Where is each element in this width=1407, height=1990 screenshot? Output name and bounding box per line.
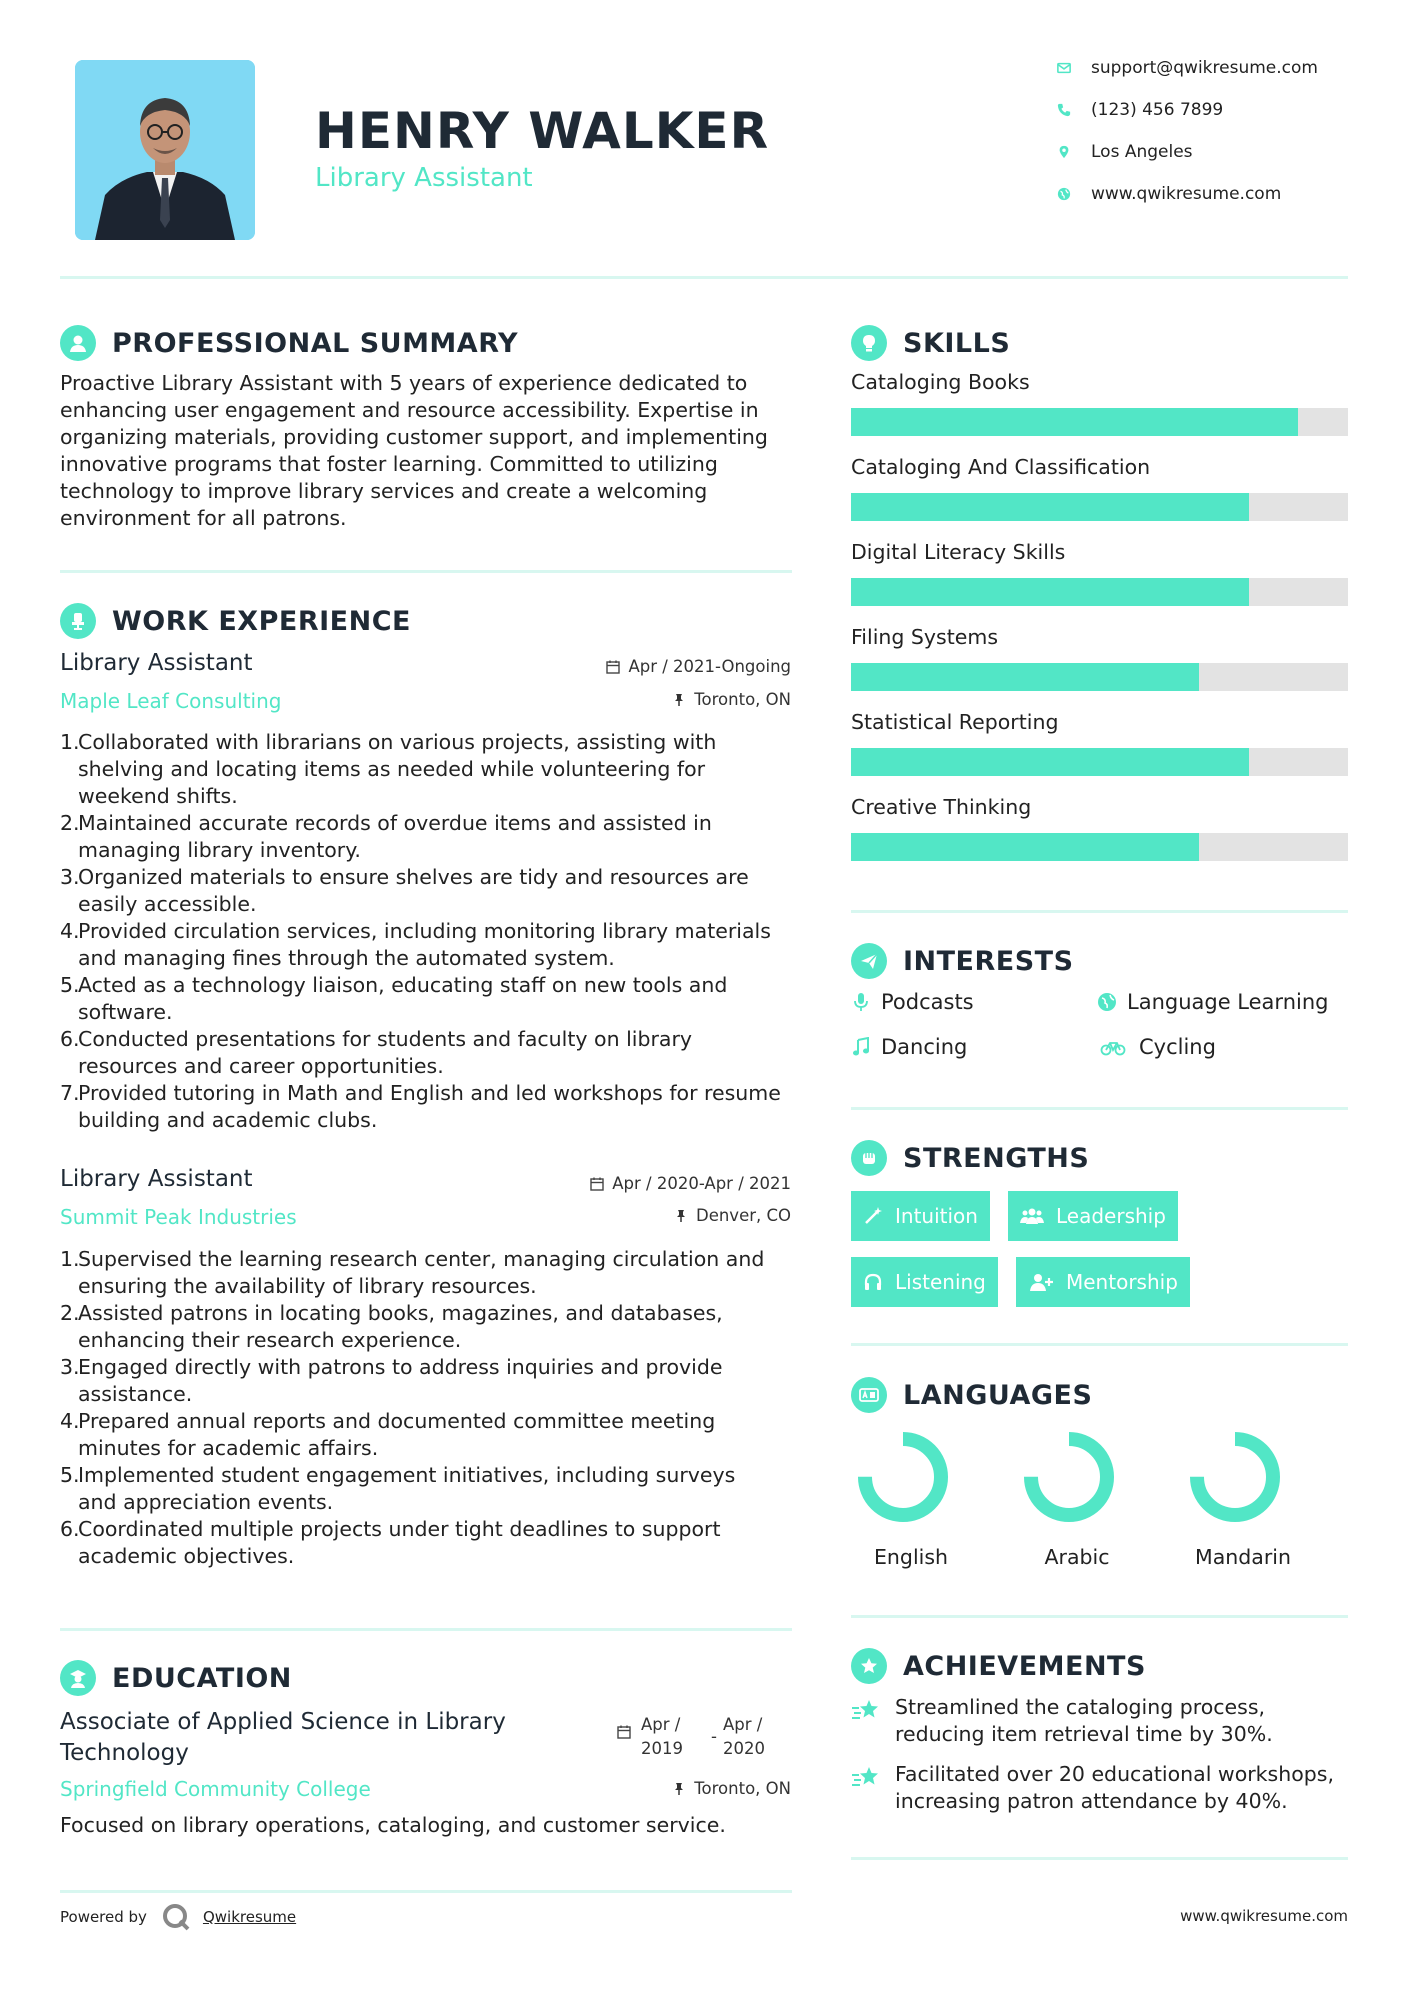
job-1-location-text: Toronto, ON [694, 690, 791, 709]
paper-plane-icon [851, 943, 887, 979]
bullet-line: Prepared annual reports and documented committee meeting [78, 1409, 716, 1433]
job-2-location [674, 1206, 791, 1225]
bullet-line: ensuring the availability of library resources. [78, 1274, 537, 1298]
skill-item [851, 455, 1348, 540]
language-card-icon [851, 1377, 887, 1413]
skill-label: Filing Systems [851, 625, 999, 649]
degree-line: Technology [60, 1740, 189, 1766]
bullet-line: Provided tutoring in Math and English and led workshops for resume [78, 1081, 781, 1105]
bullet-line: Provided circulation services, including monitoring library materials [78, 919, 771, 943]
achievement-line: Streamlined the cataloging process, [895, 1695, 1266, 1719]
interest-label: Language Learning [1127, 990, 1329, 1014]
bullet-number: 2. [60, 1301, 80, 1325]
calendar-icon [590, 1177, 604, 1191]
skills-heading-text: SKILLS [903, 327, 1011, 359]
education-start-year: 2019 [641, 1739, 683, 1758]
summary-line: Proactive Library Assistant with 5 years of experience dedicated to [60, 371, 748, 395]
chair-icon [60, 603, 96, 639]
strengths-divider [851, 1343, 1348, 1346]
bullet-number: 4. [60, 919, 80, 943]
summary-line: enhancing user engagement and resource accessibility. Expertise in [60, 398, 759, 422]
job-1-bullets [60, 729, 800, 1134]
bullet-number: 1. [60, 1247, 80, 1271]
achievement-line: reducing item retrieval time by 30%. [895, 1722, 1273, 1746]
languages-heading-text: LANGUAGES [903, 1379, 1093, 1411]
globe-icon [1097, 992, 1117, 1012]
interests-heading [851, 943, 1074, 979]
experience-bullet [60, 1300, 800, 1354]
education-end-month: Apr / [722, 1715, 763, 1734]
skill-bar [851, 833, 1348, 861]
header-divider [60, 276, 1348, 279]
envelope-icon [1057, 61, 1091, 75]
bullet-line: assistance. [78, 1382, 193, 1406]
education-heading-text: EDUCATION [112, 1662, 292, 1694]
skills-heading [851, 325, 1010, 361]
skill-bar-fill [851, 663, 1199, 691]
bullet-line: Implemented student engagement initiatives, including surveys [78, 1463, 736, 1487]
strength-mentorship [1016, 1257, 1190, 1307]
bullet-number: 5. [60, 1463, 80, 1487]
school-name: Springfield Community College [60, 1777, 371, 1801]
skill-bar [851, 408, 1348, 436]
language-label: Mandarin [1195, 1545, 1291, 1569]
skills-divider [851, 910, 1348, 913]
pushpin-icon [672, 1782, 686, 1796]
summary-line: environment for all patrons. [60, 506, 347, 530]
bullet-line: and managing fines through the automated system. [78, 946, 615, 970]
education-divider [60, 1890, 792, 1893]
skill-bar [851, 663, 1348, 691]
achievements-heading [851, 1648, 1146, 1684]
users-icon [1020, 1206, 1044, 1226]
phone-icon [1057, 103, 1091, 117]
bullet-number: 6. [60, 1027, 80, 1051]
language-label: English [873, 1545, 949, 1569]
achievements-divider [851, 1857, 1348, 1860]
education-start-month: Apr / [641, 1715, 681, 1734]
interest-dancing [851, 1035, 967, 1059]
skill-bar-fill [851, 578, 1249, 606]
achievement-line: increasing patron attendance by 40%. [895, 1789, 1288, 1813]
skill-item [851, 710, 1348, 795]
experience-bullet [60, 1026, 800, 1080]
qwikresume-link[interactable]: Qwikresume [202, 1908, 297, 1926]
education-dates [617, 1713, 765, 1761]
globe-icon [1057, 187, 1091, 201]
bullet-line: managing library inventory. [78, 838, 361, 862]
bullet-number: 4. [60, 1409, 80, 1433]
job-2-bullets [60, 1246, 800, 1570]
powered-by-text: Powered by [60, 1908, 147, 1926]
interest-label: Podcasts [881, 990, 974, 1014]
magic-wand-icon [863, 1206, 883, 1226]
strength-label: Leadership [1056, 1204, 1166, 1228]
job-1-location [672, 690, 791, 709]
language-label: Arabic [1044, 1545, 1110, 1569]
strengths-heading [851, 1140, 1089, 1176]
job-1-company: Maple Leaf Consulting [60, 689, 282, 713]
job-1-dates [606, 657, 791, 676]
bullet-line: and appreciation events. [78, 1490, 334, 1514]
interest-podcasts [851, 990, 974, 1014]
bullet-number: 3. [60, 1355, 80, 1379]
calendar-icon [606, 660, 620, 674]
experience-bullet [60, 729, 800, 810]
education-heading [60, 1660, 292, 1696]
job-2-dates [590, 1174, 791, 1193]
bullet-line: software. [78, 1000, 173, 1024]
experience-bullet [60, 1354, 800, 1408]
contact-email-text: support@qwikresume.com [1091, 58, 1318, 78]
bullet-number: 7. [60, 1081, 80, 1105]
bullet-line: shelving and locating items as needed while volunteering for [78, 757, 706, 781]
education-location-text: Toronto, ON [694, 1779, 791, 1798]
summary-heading-text: PROFESSIONAL SUMMARY [112, 327, 519, 359]
experience-bullet [60, 864, 800, 918]
skill-bar-fill [851, 748, 1249, 776]
profile-photo [75, 60, 255, 240]
user-plus-icon [1028, 1272, 1054, 1292]
degree [60, 1707, 506, 1769]
experience-bullet [60, 1080, 800, 1134]
contact-location [1057, 142, 1193, 162]
headphones-icon [863, 1272, 883, 1292]
contact-website[interactable] [1057, 184, 1281, 204]
bullet-number: 2. [60, 811, 80, 835]
job-2-role: Library Assistant [60, 1166, 253, 1192]
contact-email[interactable] [1057, 58, 1318, 78]
skill-bar-fill [851, 408, 1298, 436]
contact-location-text: Los Angeles [1091, 142, 1193, 162]
skill-item [851, 795, 1348, 880]
bullet-line: academic objectives. [78, 1544, 295, 1568]
bullet-line: Organized materials to ensure shelves are tidy and resources are [78, 865, 749, 889]
music-note-icon [851, 1037, 871, 1057]
contact-website-text: www.qwikresume.com [1091, 184, 1282, 204]
strength-intuition [851, 1191, 990, 1241]
interest-cycling [1097, 1035, 1216, 1059]
languages-chart [851, 1425, 1348, 1595]
job-2-company: Summit Peak Industries [60, 1205, 297, 1229]
summary-text [60, 370, 800, 532]
bullet-line: Coordinated multiple projects under tight deadlines to support [78, 1517, 721, 1541]
bullet-number: 1. [60, 730, 80, 754]
skill-label: Cataloging And Classification [851, 455, 1151, 479]
work-divider [60, 1628, 792, 1631]
bullet-line: minutes for academic affairs. [78, 1436, 379, 1460]
interest-label: Cycling [1139, 1035, 1216, 1059]
contact-phone-text: (123) 456 7899 [1091, 100, 1224, 120]
experience-bullet [60, 1246, 800, 1300]
bullet-number: 5. [60, 973, 80, 997]
user-circle-icon [60, 325, 96, 361]
bullet-line: easily accessible. [78, 892, 257, 916]
skill-label: Cataloging Books [851, 370, 1030, 394]
pushpin-icon [674, 1209, 688, 1223]
summary-heading [60, 325, 518, 361]
contact-phone[interactable] [1057, 100, 1223, 120]
bullet-number: 6. [60, 1517, 80, 1541]
job-1-role: Library Assistant [60, 650, 253, 676]
skill-bar-fill [851, 833, 1199, 861]
achievement-item [851, 1694, 1273, 1748]
achievement-item [851, 1761, 1334, 1815]
calendar-icon [617, 1725, 631, 1739]
job-2-location-text: Denver, CO [695, 1206, 791, 1225]
map-pin-icon [1057, 145, 1091, 159]
bullet-line: Acted as a technology liaison, educating staff on new tools and [78, 973, 728, 997]
languages-heading [851, 1377, 1092, 1413]
skill-label: Creative Thinking [851, 795, 1032, 819]
education-description: Focused on library operations, cataloging, and customer service. [60, 1813, 726, 1837]
degree-line: Associate of Applied Science in Library [60, 1709, 506, 1735]
summary-line: technology to improve library services and create a welcoming [60, 479, 708, 503]
strength-listening [851, 1257, 998, 1307]
strength-label: Listening [895, 1270, 986, 1294]
bullet-line: resources and career opportunities. [78, 1054, 444, 1078]
bullet-line: building and academic clubs. [78, 1108, 378, 1132]
achievements-heading-text: ACHIEVEMENTS [903, 1650, 1146, 1682]
microphone-icon [851, 992, 871, 1012]
skill-bar [851, 493, 1348, 521]
bicycle-icon [1097, 1037, 1129, 1057]
experience-bullet [60, 810, 800, 864]
skill-bar [851, 578, 1348, 606]
bullet-line: Engaged directly with patrons to address inquiries and provide [78, 1355, 723, 1379]
candidate-title: Library Assistant [315, 163, 533, 193]
experience-bullet [60, 1516, 800, 1570]
work-heading-text: WORK EXPERIENCE [112, 605, 411, 637]
job-1-dates-text: Apr / 2021-Ongoing [628, 657, 791, 676]
education-location [672, 1779, 791, 1798]
work-heading [60, 603, 411, 639]
strength-label: Intuition [895, 1204, 978, 1228]
interest-label: Dancing [881, 1035, 968, 1059]
summary-line: innovative programs that foster learning. Committed to utilizing [60, 452, 718, 476]
bullet-line: Conducted presentations for students and faculty on library [78, 1027, 693, 1051]
strengths-heading-text: STRENGTHS [903, 1142, 1090, 1174]
star-burst-icon [851, 1763, 883, 1793]
skill-bar-fill [851, 493, 1249, 521]
candidate-name: HENRY WALKER [315, 102, 770, 160]
achievement-line: Facilitated over 20 educational workshops, [895, 1762, 1334, 1786]
education-end-year: 2020 [722, 1739, 765, 1758]
bullet-line: Supervised the learning research center, managing circulation and [78, 1247, 765, 1271]
lightbulb-icon [851, 325, 887, 361]
skill-item [851, 540, 1348, 625]
skills-list [851, 370, 1348, 880]
profile-photo-image [75, 60, 255, 240]
strength-leadership [1008, 1191, 1178, 1241]
bullet-line: Assisted patrons in locating books, magazines, and databases, [78, 1301, 723, 1325]
languages-divider [851, 1615, 1348, 1618]
experience-bullet [60, 918, 800, 972]
experience-bullet [60, 1462, 800, 1516]
bullet-line: Maintained accurate records of overdue items and assisted in [78, 811, 712, 835]
bullet-line: weekend shifts. [78, 784, 238, 808]
interests-divider [851, 1107, 1348, 1110]
education-date-dash: - [711, 1727, 717, 1746]
bullet-line: enhancing their research experience. [78, 1328, 462, 1352]
bullet-line: Collaborated with librarians on various projects, assisting with [78, 730, 717, 754]
bullet-number: 3. [60, 865, 80, 889]
skill-item [851, 625, 1348, 710]
skill-label: Digital Literacy Skills [851, 540, 1066, 564]
pushpin-icon [672, 693, 686, 707]
skill-item [851, 370, 1348, 455]
experience-bullet [60, 1408, 800, 1462]
footer-url[interactable]: www.qwikresume.com [1180, 1907, 1348, 1925]
job-2-dates-text: Apr / 2020-Apr / 2021 [612, 1174, 791, 1193]
graduate-icon [60, 1660, 96, 1696]
skill-label: Statistical Reporting [851, 710, 1059, 734]
star-badge-icon [851, 1648, 887, 1684]
skill-bar [851, 748, 1348, 776]
experience-bullet [60, 972, 800, 1026]
strength-label: Mentorship [1066, 1270, 1178, 1294]
footer-powered [60, 1902, 296, 1932]
qwikresume-logo-icon [161, 1902, 191, 1932]
star-burst-icon [851, 1696, 883, 1726]
interest-language-learning [1097, 990, 1328, 1014]
summary-divider [60, 570, 792, 573]
summary-line: organizing materials, providing customer support, and implementing [60, 425, 768, 449]
interests-heading-text: INTERESTS [903, 945, 1074, 977]
fist-icon [851, 1140, 887, 1176]
